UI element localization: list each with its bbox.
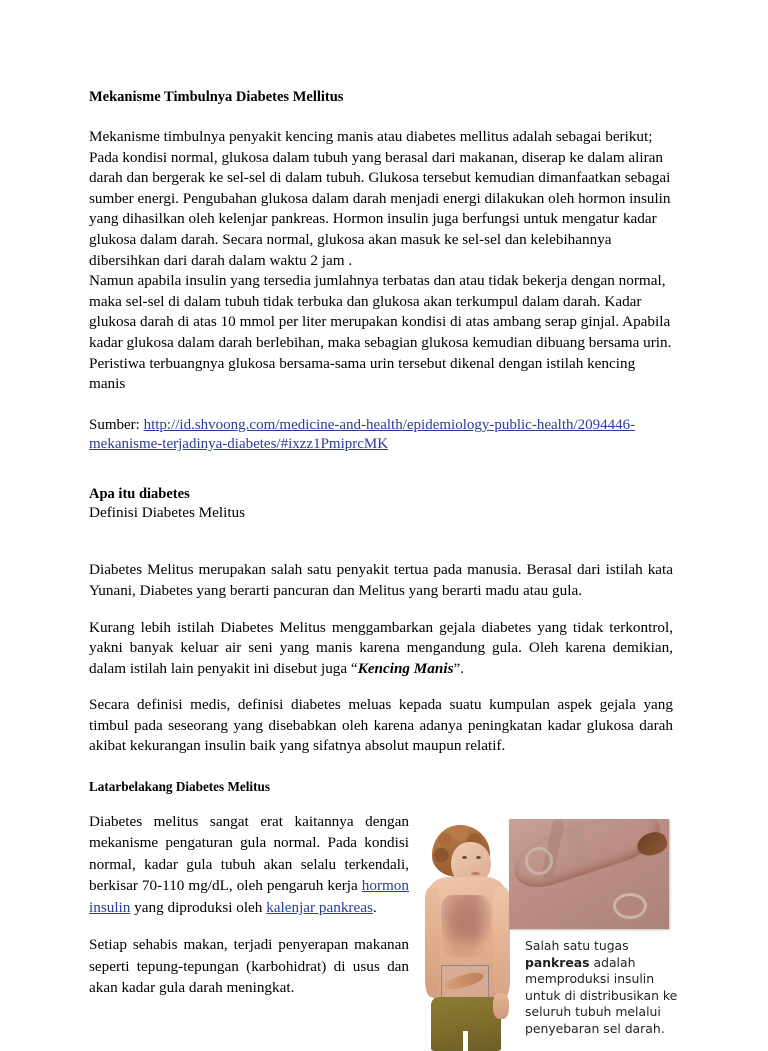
source-link-continued[interactable]: mekanisme-terjadinya-diabetes/#ixzz1PmiprcMK — [89, 435, 389, 452]
spacer — [89, 795, 673, 811]
source-label: Sumber: — [89, 416, 140, 433]
text-part-1: Diabetes melitus sangat erat kaitannya dengan mekanisme pengaturan gula normal. Pada kondisi normal, kadar gula tubuh akan selalu terkendali, berkisar 70-110 mg/dL, oleh pengaruh kerja — [89, 813, 409, 895]
spacer — [89, 106, 673, 127]
paragraph-line: glukosa darah di atas 10 mmol per liter merupakan kondisi di atas ambang serap ginjal. Apabila — [89, 313, 671, 331]
caption-bold-pankreas: pankreas — [525, 954, 590, 970]
diabetes-figure — [425, 819, 690, 1051]
section-subheading-definisi: Definisi Diabetes Melitus — [89, 503, 246, 521]
mechanism-paragraph — [89, 127, 673, 395]
section-heading-apa-itu-diabetes: Apa itu diabetes — [89, 485, 190, 502]
figure-caption — [525, 938, 690, 1038]
page-title: Mekanisme Timbulnya Diabetes Mellitus — [89, 89, 344, 105]
child-anatomy-illustration — [425, 825, 511, 1051]
definition-paragraph: Diabetes Melitus merupakan salah satu penyakit tertua pada manusia. Berasal dari istilah kata Yunani, Diabetes yang berarti pancuran dan Melitus yang berarti madu atau gula. — [89, 561, 673, 599]
child-internal-organs — [441, 895, 491, 957]
left-text-column — [89, 811, 409, 998]
paragraph-line: Mekanisme timbulnya penyakit kencing manis atau diabetes mellitus adalah sebagai berikut; — [89, 128, 653, 145]
child-arm-right — [493, 887, 510, 999]
section-heading-latarbelakang: Latarbelakang Diabetes Melitus — [89, 779, 270, 795]
link-hormon-insulin[interactable]: hormon insulin — [89, 877, 409, 916]
spacer — [89, 757, 673, 778]
paragraph-line: kadar glukosa dalam darah berlebihan, maka sebagian glukosa kemudian dibuang bersama urin. — [89, 333, 672, 351]
paragraph-line: darah dan bergerak ke sel-sel di dalam tubuh. Glukosa tersebut kemudian dimanfaatkan sebagai — [89, 169, 671, 187]
emphasis-kencing-manis: Kencing Manis — [357, 659, 454, 677]
pancreas-organ — [509, 819, 666, 895]
paragraph-text-before: Kurang lebih istilah Diabetes Melitus menggambarkan gejala diabetes yang tidak terkontrol, yakni banyak keluar air seni yang manis karena mengandung gula. Oleh karena demikian, dalam istilah lain penyakit ini disebut juga “ — [89, 618, 673, 677]
paragraph-line: Namun apabila insulin yang tersedia jumlahnya terbatas dan atau tidak bekerja dengan normal, — [89, 272, 666, 290]
child-arm-left — [425, 887, 440, 997]
paragraph-line: Pada kondisi normal, glukosa dalam tubuh yang berasal dari makanan, diserap ke dalam aliran — [89, 148, 663, 166]
caption-text-before: Salah satu tugas — [525, 938, 629, 954]
pancreas-duct-ring-2 — [613, 893, 647, 919]
paragraph-line: glukosa dalam darah. Secara normal, glukosa akan masuk ke sel-sel dan kelebihannya — [89, 230, 612, 248]
paragraph-line: maka sel-sel di dalam tubuh tidak terbuka dan glukosa akan terkumpul dalam darah. Kadar — [89, 292, 642, 310]
source-link[interactable]: http://id.shvoong.com/medicine-and-health/epidemiology-public-health/2094446- — [143, 416, 636, 433]
caption-text-rest: adalah memproduksi insulin untuk di distribusikan ke seluruh tubuh melalui penyebaran sel darah. — [525, 954, 678, 1037]
spacer — [89, 602, 673, 618]
spacer — [89, 395, 673, 416]
link-kalenjar-pankreas[interactable]: kalenjar pankreas — [266, 898, 373, 916]
child-leg-gap — [463, 1031, 468, 1051]
pancreas-photo — [509, 819, 669, 929]
paragraph-line: Peristiwa terbuangnya glukosa bersama-sama urin tersebut dikenal dengan istilah kencing manis — [89, 354, 636, 393]
spacer — [89, 679, 673, 695]
paragraph-line: sumber energi. Pengubahan glukosa dalam darah menjadi energi dilakukan oleh hormon insulin — [89, 189, 671, 207]
spacer — [89, 523, 673, 544]
source-block — [89, 416, 673, 454]
paragraph-text-after: ”. — [453, 659, 465, 677]
text-part-3: . — [372, 898, 377, 916]
text-part-2: yang diproduksi oleh — [130, 898, 267, 916]
spacer — [89, 544, 673, 560]
child-hand — [493, 993, 509, 1019]
absorption-paragraph: Setiap sehabis makan, terjadi penyerapan makanan seperti tepung-tepungan (karbohidrat) di usus dan akan kadar gula darah meningkat. — [89, 936, 409, 996]
background-paragraph — [89, 811, 409, 918]
spacer — [89, 475, 673, 485]
spacer — [89, 918, 409, 934]
source-line-2 — [89, 435, 673, 454]
document-content — [89, 88, 678, 1037]
source-line-1 — [89, 416, 673, 435]
medical-definition-paragraph: Secara definisi medis, definisi diabetes meluas kepada suatu kumpulan aspek gejala yang timbul pada seseorang yang disebabkan oleh karena adanya peningkatan kadar glukosa darah akibat kekurangan insulin baik yang sifatnya absolut maupun relatif. — [89, 696, 673, 755]
kencing-manis-paragraph — [89, 618, 673, 680]
paragraph-line: yang dihasilkan oleh kelenjar pankreas. Hormon insulin juga berfungsi untuk mengatur kadar — [89, 210, 657, 228]
two-column-block — [89, 811, 678, 1037]
paragraph-line: dibersihkan dari darah dalam waktu 2 jam . — [89, 251, 353, 269]
spacer — [89, 454, 673, 475]
